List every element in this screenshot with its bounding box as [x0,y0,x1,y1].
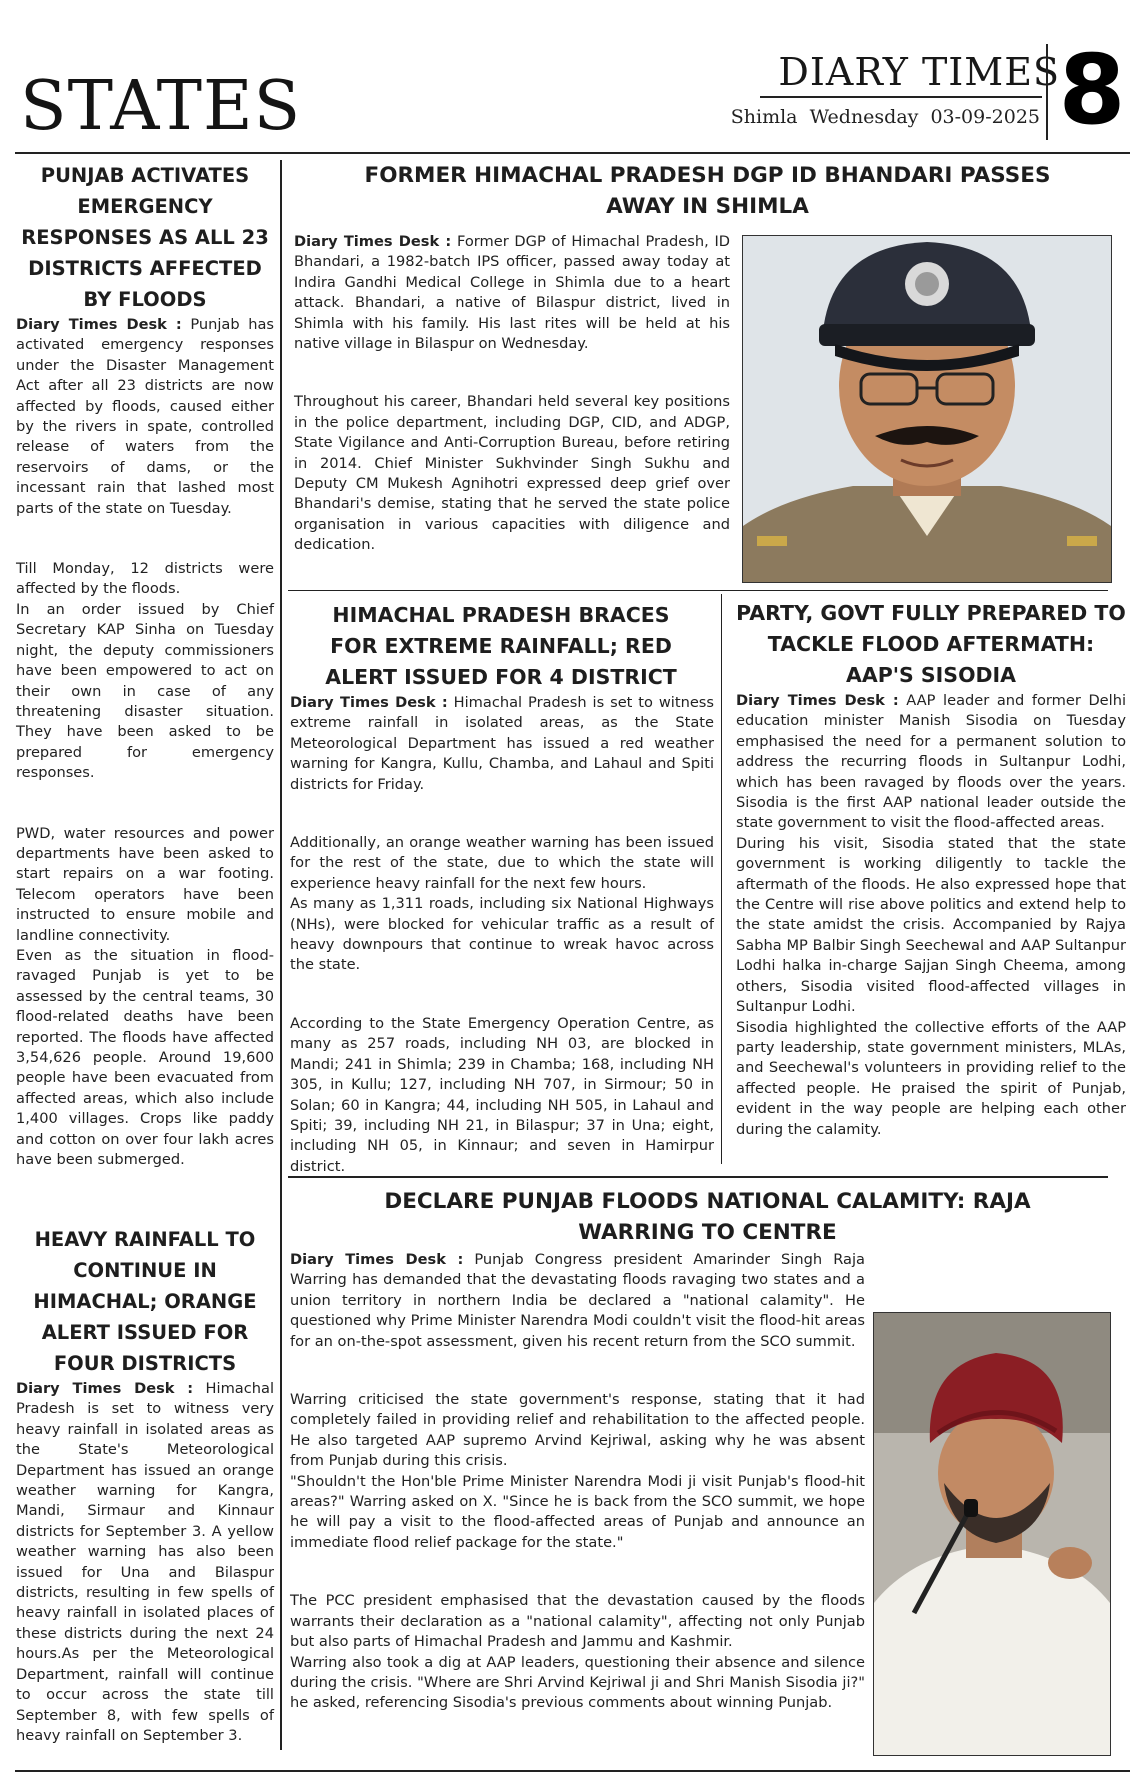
article-punjab-emergency [16,160,274,1170]
paragraph: Former DGP of Himachal Pradesh, ID Bhandari, a 1982-batch IPS officer, passed away today at Indira Gandhi Medical College in Shimla due to a heart attack. Bhandari, a native of Bilaspur district, lived in Shimla with his family. His last rites will be held at his native village in Bilaspur on Wednesday. [294,233,731,353]
headline: DECLARE PUNJAB FLOODS NATIONAL CALAMITY: RAJA WARRING TO CENTRE [384,1189,1031,1245]
speaker-portrait [874,1313,1110,1755]
article-body [294,232,730,556]
dateline-day: Wednesday [809,106,919,128]
paragraph: The PCC president emphasised that the devastation caused by the floods warrants their declaration as a "national calamity", affecting not only Punjab but also parts of Himachal Pradesh and Jammu and Kashmir. [290,1592,865,1651]
article-body [290,1250,865,1714]
paragraph: According to the State Emergency Operation Centre, as many as 257 roads, including NH 03, are blocked in Mandi; 241 in Shimla; 239 in Chamba; 168, including NH 305, in Kullu; 127, including NH 707, in Sirmour; 50 in Solan; 60 in Kangra; 44, including NH 505, in Lahaul and Spiti; 39, including NH 21, in Bilaspur; 37 in Una; eight, including NH 05, in Kinnaur; and seven in Hamirpur district. [290,1014,714,1175]
paragraph: During his visit, Sisodia stated that the state government is working diligently to tackle the aftermath of the floods. He also expressed hope that the Centre will rise above politics and extend help to the state amidst the crisis. Accompanied by Rajya Sabha MP Balbir Singh Seechewal and AAP Sultanpur Lodhi halka in-charge Sajjan Singh Cheema, among others, Sisodia visited flood-affected villages in Sultanpur Lodhi. [736,834,1126,1016]
article-dgp-bhandari [290,160,1125,222]
paragraph: Warring criticised the state government's response, stating that it had completely failed in providing relief and rehabilitation to the affected people. He also targeted AAP supremo Arvind Kejriwal, asking why he was absent from Punjab during this crisis. [290,1391,865,1470]
mid-section-divider [288,590,1108,591]
desk-label: Diary Times Desk : [16,316,182,333]
article-red-alert [288,600,714,1177]
center-column-divider [721,594,722,1164]
article-body [16,315,274,1170]
headline: HIMACHAL PRADESH BRACES FOR EXTREME RAINFALL; RED ALERT ISSUED FOR 4 DISTRICT [325,603,677,689]
desk-label: Diary Times Desk : [294,233,452,250]
paragraph: Throughout his career, Bhandari held several key positions in the police department, including DGP, CID, and ADGP, State Vigilance and Anti-Corruption Bureau, before retiring in 2014. Chief Minister Sukhvinder Singh Sukhu and Deputy CM Mukesh Agnihotri expressed deep grief over Bhandari's demise, stating that he served the state police organisation in various capacities with diligence and dedication. [294,393,730,554]
paragraph: Himachal Pradesh is set to witness very heavy rainfall in isolated areas as the State's Meteorological Department has issued an orange weather warning for Kangra, Mandi, Sirmaur and Kinnaur districts for September 3. A yellow weather warning has also been issued for Una and Bilaspur districts, resulting in few spells of heavy rainfall in isolated places of these districts during the next 24 hours.As per the Meteorological Department, rainfall will continue to occur across the state till September 8, with few spells of heavy rainfall on September 3. [16,1380,275,1744]
paragraph: Additionally, an orange weather warning has been issued for the rest of the state, due to which the state will experience heavy rainfall for the next few hours. [290,834,714,892]
headline: HEAVY RAINFALL TO CONTINUE IN HIMACHAL; ORANGE ALERT ISSUED FOR FOUR DISTRICTS [33,1228,257,1375]
left-column-divider [280,160,282,1750]
headline: PARTY, GOVT FULLY PREPARED TO TACKLE FLOOD AFTERMATH: AAP'S SISODIA [736,601,1126,687]
paragraph: In an order issued by Chief Secretary KAP Sinha on Tuesday night, the deputy commissioners have been empowered to act on their own in case of any threatening disaster situation. They have been asked to be prepared for emergency responses. [16,600,274,782]
photo-bhandari [742,235,1112,583]
page-number: 8 [1058,34,1126,146]
headline: PUNJAB ACTIVATES EMERGENCY RESPONSES AS ALL 23 DISTRICTS AFFECTED BY FLOODS [21,164,269,311]
desk-label: Diary Times Desk : [736,692,899,709]
paragraph: Even as the situation in flood-ravaged Punjab is yet to be assessed by the central teams, 30 flood-related deaths have been reported. The floods have affected 3,54,626 people. Around 19,600 people have been evacuated from affected areas, which also include 1,400 villages. Crops like paddy and cotton on over four lakh acres have been submerged. [16,946,274,1169]
article-heavy-rainfall [16,1224,274,1746]
paragraph: As many as 1,311 roads, including six National Highways (NHs), were blocked for vehicular traffic as a result of heavy downpours that continue to wreak havoc across the state. [290,895,714,974]
bottom-rule [15,1770,1130,1772]
paragraph: AAP leader and former Delhi education minister Manish Sisodia on Tuesday emphasised the need for a permanent solution to address the recurring floods in Sultanpur Lodhi, which has been ravaged by floods over the years. Sisodia is the first AAP national leader outside the state government to visit the flood-affected areas. [736,692,1127,832]
dateline-date: 03-09-2025 [930,106,1040,128]
police-officer-portrait [743,236,1111,582]
paragraph: PWD, water resources and power departments have been asked to start repairs on a war footing. Telecom operators have been instructed to ensure mobile and landline connectivity. [16,824,274,944]
dateline [700,104,1040,130]
newspaper-brand: DIARY TIMES [778,50,1060,94]
top-rule [15,152,1130,154]
article-body [736,691,1126,1140]
paragraph: Till Monday, 12 districts were affected by the floods. [16,560,274,598]
dateline-city: Shimla [730,106,798,128]
headline: FORMER HIMACHAL PRADESH DGP ID BHANDARI PASSES AWAY IN SHIMLA [364,163,1051,219]
desk-label: Diary Times Desk : [16,1380,194,1397]
desk-label: Diary Times Desk : [290,694,448,711]
article-body [16,1379,274,1746]
paragraph: "Shouldn't the Hon'ble Prime Minister Narendra Modi ji visit Punjab's flood-hit areas?" Warring asked on X. "Since he is back from the SCO summit, we hope he will pay a visit to the flood-affected areas of Punjab and announce an immediate flood relief package for the state." [290,1472,865,1551]
article-body [288,693,714,1177]
desk-label: Diary Times Desk : [290,1251,464,1268]
masthead-divider [1046,44,1048,140]
paragraph: Punjab has activated emergency responses under the Disaster Management Act after all 23 districts are now affected by floods, caused either by the rivers in spate, controlled release of waters from the reservoirs of dams, or the incessant rain that lashed most parts of the state on Tuesday. [16,316,275,517]
brand-underline [760,96,1042,98]
paragraph: Warring also took a dig at AAP leaders, questioning their absence and silence during the crisis. "Where are Shri Arvind Kejriwal ji and Shri Manish Sisodia ji?" he asked, referencing Sisodia's previous comments about winning Punjab. [290,1653,865,1712]
paragraph: Himachal Pradesh is set to witness extreme rainfall in isolated areas, as the State Meteorological Department has issued a red weather warning for Kangra, Kullu, Chamba, and Lahaul and Spiti districts for Friday. [290,694,715,793]
article-raja-warring [290,1186,1125,1248]
paragraph: Punjab Congress president Amarinder Singh Raja Warring has demanded that the devastating floods ravaging two states and a union territory in northern India be declared a "national calamity". He questioned why Prime Minister Narendra Modi couldn't visit the flood-hit areas for an on-the-spot assessment, given his recent return from the SCO summit. [290,1251,865,1350]
photo-warring [873,1312,1111,1756]
article-aap-sisodia [736,598,1126,1140]
section-title: STATES [20,67,302,146]
paragraph: Sisodia highlighted the collective efforts of the AAP party leadership, state government ministers, MLAs, and Seechewal's volunteers in providing relief to the affected people. He praised the spirit of Punjab, evident in the way people are helping each other during the calamity. [736,1018,1126,1138]
